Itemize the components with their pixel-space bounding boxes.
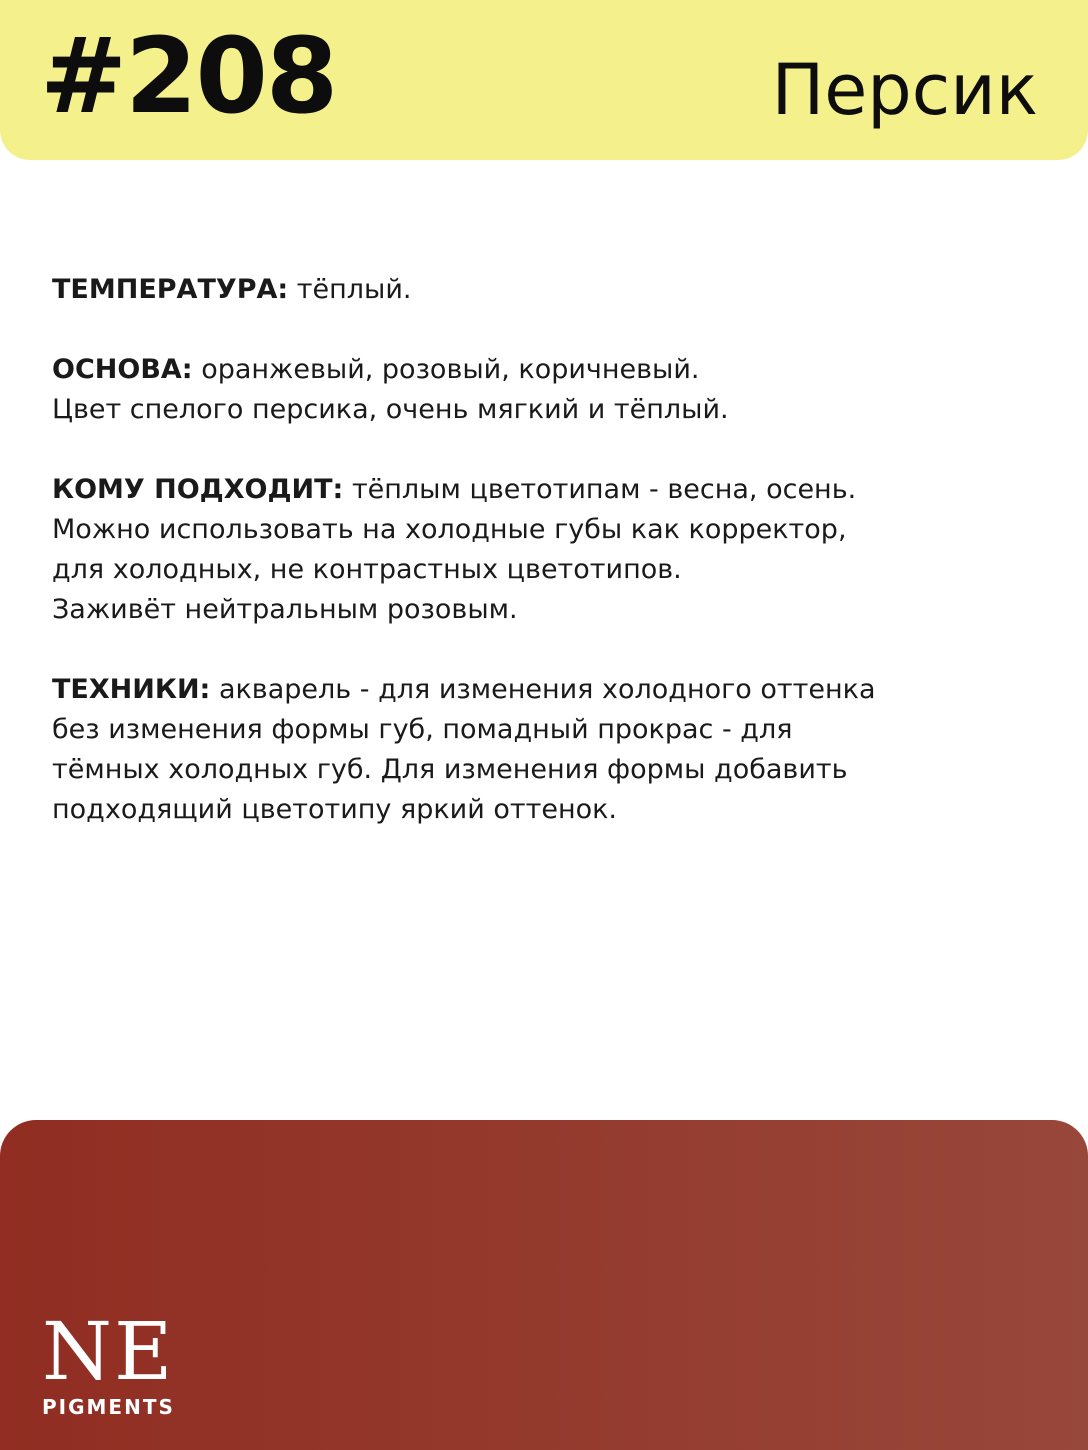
section-text: тёплым цветотипам - весна, осень. bbox=[351, 474, 857, 505]
description bbox=[52, 270, 1052, 870]
suits-section bbox=[52, 470, 1052, 630]
section-text: Заживёт нейтральным розовым. bbox=[52, 594, 518, 625]
techniques-section bbox=[52, 670, 1052, 830]
section-text: тёмных холодных губ. Для изменения формы добавить bbox=[52, 754, 848, 785]
section-text: акварель - для изменения холодного оттенка bbox=[218, 674, 876, 705]
logo-wordmark: PIGMENTS bbox=[42, 1395, 175, 1419]
section-label: ТЕМПЕРАТУРА: bbox=[52, 274, 289, 305]
section-label: ОСНОВА: bbox=[52, 354, 193, 385]
section-text: для холодных, не контрастных цветотипов. bbox=[52, 554, 682, 585]
section-label: ТЕХНИКИ: bbox=[52, 674, 211, 705]
section-text: оранжевый, розовый, коричневый. bbox=[201, 354, 700, 385]
brand-logo bbox=[42, 1305, 175, 1420]
section-text: Можно использовать на холодные губы как корректор, bbox=[52, 514, 847, 545]
section-text: подходящий цветотипу яркий оттенок. bbox=[52, 794, 618, 825]
header-banner bbox=[0, 0, 1088, 160]
color-code: #208 bbox=[40, 15, 337, 137]
color-name: Персик bbox=[771, 49, 1038, 131]
section-text: без изменения формы губ, помадный прокрас - для bbox=[52, 714, 793, 745]
base-section bbox=[52, 350, 1052, 430]
logo-mark: NE bbox=[42, 1305, 175, 1398]
section-text: Цвет спелого персика, очень мягкий и тёплый. bbox=[52, 394, 729, 425]
temperature-section bbox=[52, 270, 1052, 310]
section-text: тёплый. bbox=[296, 274, 412, 305]
section-label: КОМУ ПОДХОДИТ: bbox=[52, 474, 344, 505]
